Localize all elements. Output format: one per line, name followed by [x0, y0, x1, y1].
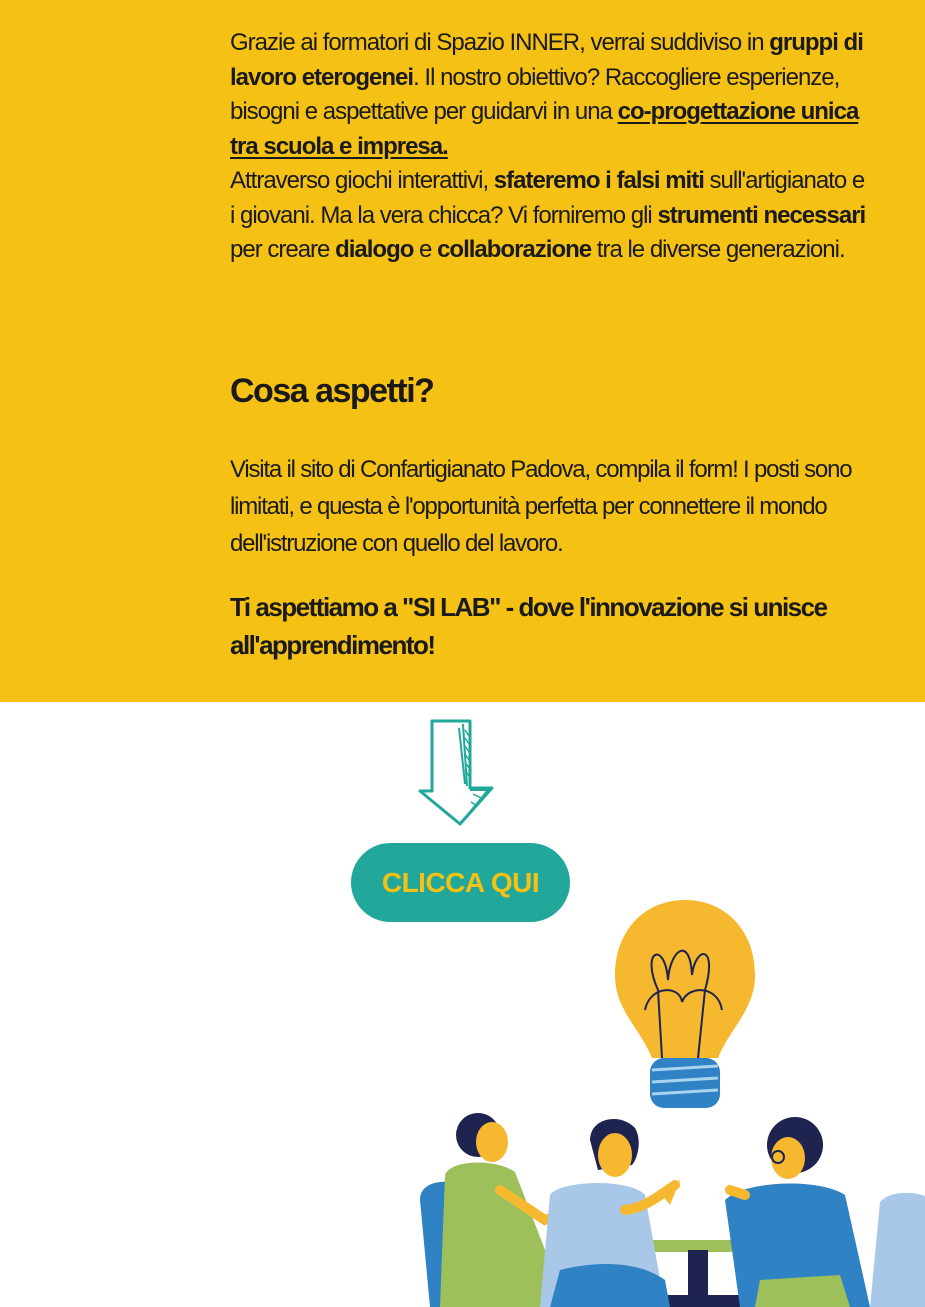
down-arrow-icon: [415, 718, 505, 830]
section-body: Visita il sito di Confartigianato Padova, compila il form! I posti sono limitati, e questa è l'opportunità perfetta per connettere il mondo dell'istruzione con quello del lavoro.: [230, 456, 852, 557]
intro-bold-collaborazione: collaborazione: [437, 236, 592, 263]
intro-paragraph-1: [230, 26, 870, 164]
intro-bold-groups: gruppi di lavoro eterogenei: [230, 29, 863, 91]
people-at-table-illustration: [400, 890, 925, 1307]
intro-text-3: Attraverso giochi interattivi,: [230, 167, 494, 194]
intro-bold-miti: sfateremo i falsi miti: [493, 167, 704, 194]
intro-text-7: tra le diverse generazioni.: [591, 236, 845, 263]
intro-paragraph-2: [230, 164, 870, 268]
section-heading: Cosa aspetti?: [230, 372, 434, 410]
intro-text: [230, 26, 870, 268]
intro-text-4: sull'artigianato e i giovani. Ma la vera chicca? Vi forniremo gli: [230, 167, 865, 229]
lightbulb-icon: [615, 900, 755, 1108]
intro-text-1: Grazie ai formatori di Spazio INNER, verrai suddiviso in: [230, 29, 770, 56]
intro-text-6: e: [413, 236, 438, 263]
intro-text-5: per creare: [230, 236, 336, 263]
intro-text-2: . Il nostro obiettivo? Raccogliere esperienze, bisogni e aspettative per guidarvi in una: [230, 63, 840, 125]
cta-button[interactable]: CLICCA QUI: [351, 843, 570, 922]
intro-bold-dialogo: dialogo: [335, 236, 414, 263]
intro-underlined-coprogettazione: co-progettazione unica tra scuola e impresa.: [230, 98, 859, 160]
closing-text: Ti aspettiamo a "SI LAB" - dove l'innovazione si unisce all'apprendimento!: [230, 592, 827, 660]
intro-bold-strumenti: strumenti necessari: [657, 201, 866, 229]
